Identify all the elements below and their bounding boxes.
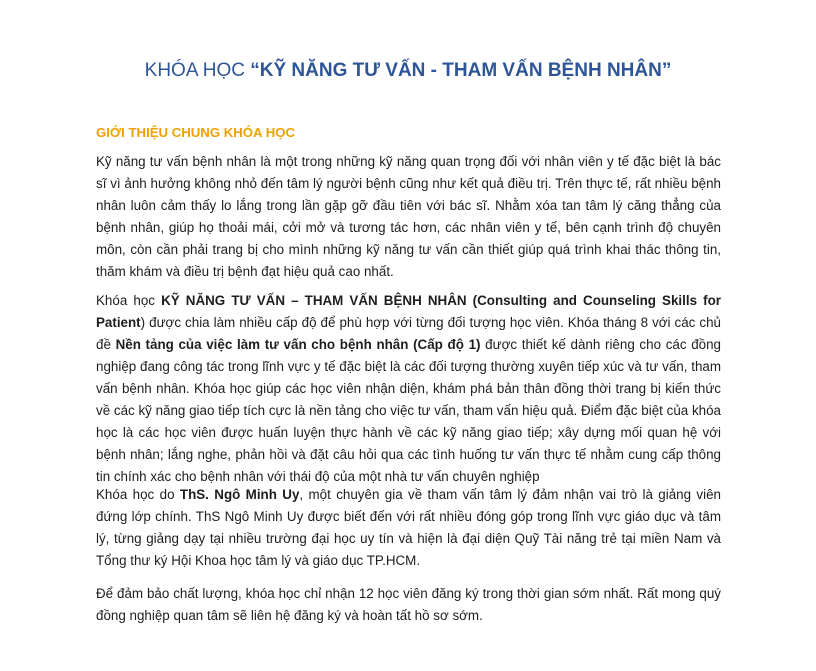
- section-heading: GIỚI THIỆU CHUNG KHÓA HỌC: [96, 125, 296, 140]
- course-levels-paragraph: [96, 290, 721, 488]
- instructor-name-bold: ThS. Ngô Minh Uy: [179, 487, 300, 502]
- course-title: [0, 60, 816, 82]
- paragraph2-text-1: Khóa học: [96, 293, 162, 308]
- course-name-bold: KỸ NĂNG TƯ VẤN – THAM VẤN BỆNH NHÂN (Consulting and Counseling Skills for Patient: [96, 293, 721, 330]
- paragraph2-text-3: được thiết kế dành riêng cho các đồng nghiệp đang công tác trong lĩnh vực y tế đặc biệt là các đối tượng thường xuyên tiếp xúc và tư vấn, tham vấn bệnh nhân. Khóa học giúp các học viên nhận diện, khám phá bản thân đồng thời trang bị kiến thức về các kỹ năng giao tiếp tích cực là nền tảng cho việc tư vấn, tham vấn hiệu quả. Điểm đặc biệt của khóa học là các học viên được huấn luyện thực hành về các kỹ năng giao tiếp; xây dựng mối quan hệ với bệnh nhân; lắng nghe, phản hồi và đặt câu hỏi qua các tình huống tư vấn thực tế nhằm cung cấp thông tin chính xác cho bệnh nhân với thái độ của một nhà tư vấn chuyên nghiệp: [96, 337, 722, 484]
- paragraph2-text-2: ) được chia làm nhiều cấp độ để phù hợp với từng đối tượng học viên. Khóa tháng 8 với các chủ đề: [96, 315, 721, 352]
- course-title-prefix: KHÓA HỌC: [144, 60, 251, 81]
- paragraph3-text-2: , một chuyên gia về tham vấn tâm lý đảm nhận vai trò là giảng viên đứng lớp chính. ThS Ngô Minh Uy được biết đến với rất nhiều đóng góp trong lĩnh vực giáo dục và tâm lý, từng giảng dạy tại nhiều trường đại học uy tín và hiện là đại diện Quỹ Tài năng trẻ tại miền Nam và Tổng thư ký Hội Khoa học tâm lý và giáo dục TP.HCM.: [96, 487, 721, 568]
- registration-paragraph: Để đảm bảo chất lượng, khóa học chỉ nhận 12 học viên đăng ký trong thời gian sớm nhất. Rất mong quý đồng nghiệp quan tâm sẽ liên hệ đăng ký và hoàn tất hồ sơ sớm.: [96, 586, 721, 623]
- course-level-bold: Nền tảng của việc làm tư vấn cho bệnh nhân (Cấp độ 1): [115, 337, 481, 352]
- instructor-paragraph: [96, 484, 721, 572]
- course-title-name: “KỸ NĂNG TƯ VẤN - THAM VẤN BỆNH NHÂN”: [250, 60, 672, 81]
- paragraph3-text-1: Khóa học do: [96, 487, 180, 502]
- intro-paragraph: Kỹ năng tư vấn bệnh nhân là một trong những kỹ năng quan trọng đối với nhân viên y tế đặc biệt là bác sĩ vì ảnh hưởng không nhỏ đến tâm lý người bệnh cũng như kết quả điều trị. Trên thực tế, rất nhiều bệnh nhân luôn cảm thấy lo lắng trong lần gặp gỡ đầu tiên với bác sĩ. Nhằm xóa tan tâm lý căng thẳng của bệnh nhân, giúp họ thoải mái, cởi mở và tương tác hơn, các nhân viên y tế, bên cạnh trình độ chuyên môn, còn cần phải trang bị cho mình những kỹ năng tư vấn cần thiết giúp quá trình khai thác thông tin, thăm khám và điều trị bệnh đạt hiệu quả cao nhất.: [96, 154, 721, 279]
